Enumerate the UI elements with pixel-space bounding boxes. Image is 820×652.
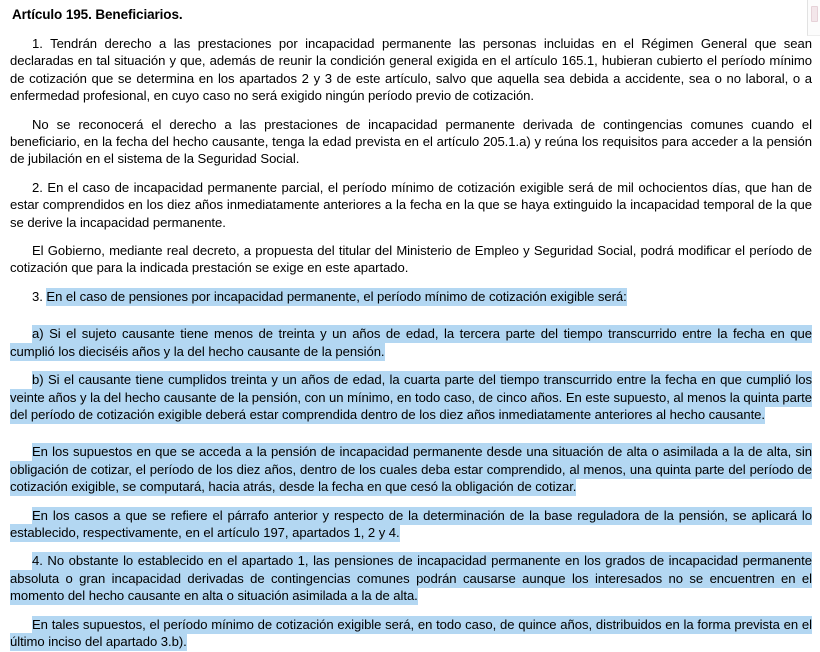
paragraph-1: 1. Tendrán derecho a las prestaciones por incapacidad permanente las personas incluidas en el Régimen General que sean declaradas en tal situación y que, además de reunir la condición general exigida en el artículo 165.1, hubieran cubierto el período mínimo de cotización que se determina en los apartados 2 y 3 de este artículo, salvo que aquella sea debida a accidente, sea o no laboral, o a enfermedad profesional, en cuyo caso no será exigido ningún período previo de cotización. — [10, 36, 812, 104]
highlighted-text-quince-anos: En tales supuestos, el período mínimo de cotización exigible será, en todo caso, de quince años, distribuidos en la forma prevista en el último inciso del apartado 3.b). — [10, 616, 812, 649]
paragraph-5 — [10, 288, 812, 305]
paragraph-7 — [10, 371, 812, 423]
paragraph-10 — [10, 552, 812, 604]
paragraph-3: 2. En el caso de incapacidad permanente parcial, el período mínimo de cotización exigible será de mil ochocientos días, que han de estar comprendidos en los diez años inmediatamente anteriores a la fecha en la que se haya extinguido la incapacidad temporal de la que se derive la incapacidad permanente. — [10, 179, 812, 230]
highlighted-text-a: a) Si el sujeto causante tiene menos de treinta y un años de edad, la tercera parte del tiempo transcurrido entre la fecha en que cumplió los dieciséis años y la del hecho causante de la pensión. — [10, 326, 812, 359]
highlighted-text-base-reguladora: En los casos a que se refiere el párrafo anterior y respecto de la determinación de la base reguladora de la pensión, se aplicará lo establecido, respectivamente, en el artículo 197, apartados 1, 2 y 4. — [10, 507, 812, 540]
paragraph-2: No se reconocerá el derecho a las prestaciones de incapacidad permanente derivada de contingencias comunes cuando el beneficiario, en la fecha del hecho causante, tenga la edad prevista en el artículo 205.1.a) y reúna los requisitos para acceder a la pensión de jubilación en el sistema de la Seguridad Social. — [10, 116, 812, 167]
highlighted-text-3: En el caso de pensiones por incapacidad permanente, el período mínimo de cotización exigible será: — [46, 288, 627, 304]
highlighted-text-b: b) Si el causante tiene cumplidos treinta y un años de edad, la cuarta parte del tiempo transcurrido entre la fecha en que cumplió los veinte años y la del hecho causante de la pensión, con un mínimo, en todo caso, de cinco años. En este supuesto, al menos la quinta parte del período de cotización exigible deberá estar comprendida dentro de los diez años inmediatamente anteriores al hecho causante. — [10, 372, 812, 422]
highlighted-text-alta: En los supuestos en que se acceda a la pensión de incapacidad permanente desde una situación de alta o asimilada a la de alta, sin obligación de cotizar, el período de los diez años, dentro de los cuales deba estar comprendido, al menos, una quinta parte del período de cotización exigible, se computará, hacia atrás, desde la fecha en que cesó la obligación de cotizar. — [10, 444, 812, 495]
paragraph-5-number: 3. — [32, 288, 47, 304]
paragraph-6 — [10, 325, 812, 360]
vertical-scrollbar[interactable] — [807, 0, 820, 36]
paragraph-11 — [10, 616, 812, 651]
paragraph-8 — [10, 443, 812, 495]
scrollbar-thumb[interactable] — [811, 6, 818, 22]
page-title: Artículo 195. Beneficiarios. — [12, 7, 183, 22]
paragraph-4: El Gobierno, mediante real decreto, a propuesta del titular del Ministerio de Empleo y Seguridad Social, podrá modificar el período de cotización que para la indicada prestación se exige en este apartado. — [10, 243, 812, 276]
paragraph-9 — [10, 507, 812, 542]
highlighted-text-4: 4. No obstante lo establecido en el apartado 1, las pensiones de incapacidad permanente en los grados de incapacidad permanente absoluta o gran incapacidad derivadas de contingencias comunes podrán causarse aunque los interesados no se encuentren en el momento del hecho causante en alta o situación asimilada a la de alta. — [10, 553, 812, 604]
